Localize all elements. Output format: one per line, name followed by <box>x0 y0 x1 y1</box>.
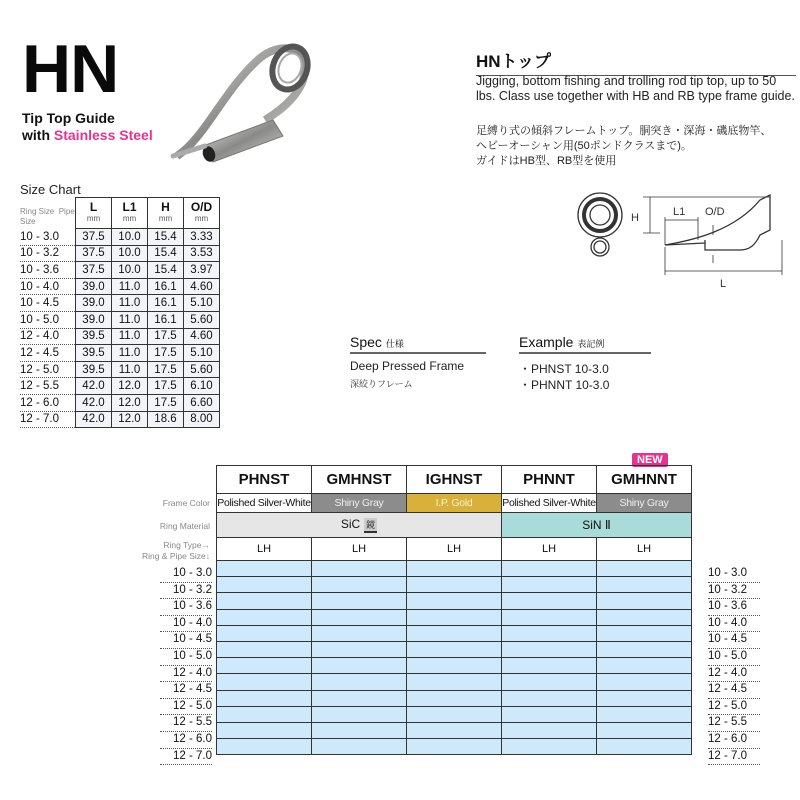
size-value: 15.4 <box>148 245 184 262</box>
availability-cell[interactable] <box>312 690 407 706</box>
size-value: 17.5 <box>148 361 184 378</box>
row-size-label: 10 - 3.2 <box>160 583 212 600</box>
availability-cell[interactable] <box>597 561 692 577</box>
table-row <box>217 674 692 690</box>
availability-cell[interactable] <box>312 625 407 641</box>
size-label: 12 - 4.0 <box>20 328 76 345</box>
frame-color-cell: I.P. Gold <box>407 494 502 513</box>
size-chart-row <box>20 378 220 395</box>
model-name: IGHNST <box>407 466 502 494</box>
size-value: 5.60 <box>184 311 220 328</box>
model-name: PHNNT <box>502 466 597 494</box>
availability-cell[interactable] <box>217 690 312 706</box>
availability-cell[interactable] <box>217 609 312 625</box>
size-value: 42.0 <box>76 378 112 395</box>
row-size-label: 12 - 5.5 <box>160 715 212 732</box>
availability-cell[interactable] <box>502 739 597 755</box>
row-size-label: 10 - 3.0 <box>708 566 760 583</box>
model-name: GMHNST <box>312 466 407 494</box>
size-value: 39.0 <box>76 278 112 295</box>
size-label: 12 - 4.5 <box>20 345 76 362</box>
size-chart-header-labels <box>20 198 76 229</box>
ring-size-label: Ring Size <box>20 206 55 216</box>
ring-type-cell: LH <box>217 538 312 561</box>
column-header-h: H mm <box>148 198 184 229</box>
availability-cell[interactable] <box>597 625 692 641</box>
availability-cell[interactable] <box>217 641 312 657</box>
availability-cell[interactable] <box>597 674 692 690</box>
size-label: 10 - 3.6 <box>20 262 76 279</box>
description-jp-line: ガイドはHB型、RB型を使用 <box>476 155 617 167</box>
row-size-label: 10 - 4.0 <box>708 616 760 633</box>
ring-type-cell: LH <box>597 538 692 561</box>
size-value: 4.60 <box>184 328 220 345</box>
ring-material-cell <box>502 513 692 538</box>
size-value: 11.0 <box>112 295 148 312</box>
table-row <box>217 609 692 625</box>
frame-color-cell: Polished Silver-White <box>217 494 312 513</box>
availability-cell[interactable] <box>217 706 312 722</box>
product-image <box>165 28 325 168</box>
ring-type-cell: LH <box>312 538 407 561</box>
size-value: 42.0 <box>76 394 112 411</box>
table-row <box>217 658 692 674</box>
size-value: 5.60 <box>184 361 220 378</box>
size-value: 39.5 <box>76 361 112 378</box>
row-size-label: 12 - 4.0 <box>160 666 212 683</box>
product-subtitle <box>22 110 153 144</box>
availability-cell[interactable] <box>597 609 692 625</box>
subtitle-line1: Tip Top Guide <box>22 110 115 126</box>
example-heading: Example 表記例 <box>519 334 651 354</box>
size-value: 39.0 <box>76 295 112 312</box>
availability-cell[interactable] <box>502 722 597 738</box>
availability-cell[interactable] <box>217 561 312 577</box>
row-size-label: 12 - 5.0 <box>160 699 212 716</box>
size-chart-row <box>20 328 220 345</box>
column-header-l: L mm <box>76 198 112 229</box>
availability-cell[interactable] <box>407 706 502 722</box>
spec-japanese: 深絞りフレーム <box>350 379 413 389</box>
row-size-label: 12 - 7.0 <box>708 749 760 766</box>
size-value: 16.1 <box>148 278 184 295</box>
ring-type-label: Ring Type→ <box>163 540 210 550</box>
sic-mark-icon: 鏡 <box>364 518 377 533</box>
availability-cell[interactable] <box>597 577 692 593</box>
size-value: 12.0 <box>112 394 148 411</box>
availability-cell[interactable] <box>502 658 597 674</box>
size-value: 37.5 <box>76 262 112 279</box>
ring-pipe-size-label: Ring & Pipe Size↓ <box>141 551 210 561</box>
diagram-label-l1: L1 <box>673 206 686 218</box>
availability-cell[interactable] <box>597 658 692 674</box>
new-badge: NEW <box>632 453 668 467</box>
table-row <box>217 706 692 722</box>
availability-cell[interactable] <box>312 658 407 674</box>
availability-cell[interactable] <box>502 706 597 722</box>
pipe-size-label: Pipe Size <box>20 206 75 226</box>
availability-cell[interactable] <box>597 641 692 657</box>
row-size-label: 12 - 4.5 <box>708 682 760 699</box>
column-header-od: O/D mm <box>184 198 220 229</box>
availability-cell[interactable] <box>597 690 692 706</box>
availability-cell[interactable] <box>312 722 407 738</box>
model-name: GMHNNT <box>597 466 692 494</box>
size-value: 12.0 <box>112 378 148 395</box>
size-value: 37.5 <box>76 229 112 246</box>
description-japanese <box>476 124 796 169</box>
size-value: 11.0 <box>112 361 148 378</box>
size-value: 16.1 <box>148 295 184 312</box>
size-value: 4.60 <box>184 278 220 295</box>
size-value: 3.53 <box>184 245 220 262</box>
ring-material-cell <box>217 513 502 538</box>
row-size-label: 10 - 3.6 <box>708 599 760 616</box>
dimension-diagram <box>565 185 790 295</box>
row-size-labels-left <box>160 566 212 765</box>
size-chart-row <box>20 345 220 362</box>
size-label: 10 - 5.0 <box>20 311 76 328</box>
subtitle-highlight: Stainless Steel <box>53 127 153 143</box>
size-value: 11.0 <box>112 311 148 328</box>
frame-color-cell: Polished Silver-White <box>502 494 597 513</box>
size-label: 12 - 5.5 <box>20 378 76 395</box>
size-chart-row <box>20 361 220 378</box>
row-size-label: 10 - 3.2 <box>708 583 760 600</box>
availability-cell[interactable] <box>217 739 312 755</box>
availability-cell[interactable] <box>312 739 407 755</box>
size-value: 39.5 <box>76 328 112 345</box>
row-size-label: 10 - 4.5 <box>708 632 760 649</box>
availability-cell[interactable] <box>217 658 312 674</box>
size-value: 17.5 <box>148 378 184 395</box>
ring-type-cell: LH <box>502 538 597 561</box>
availability-cell[interactable] <box>407 674 502 690</box>
size-value: 17.5 <box>148 328 184 345</box>
size-value: 5.10 <box>184 345 220 362</box>
availability-cell[interactable] <box>407 658 502 674</box>
column-header-l1: L1 mm <box>112 198 148 229</box>
diagram-label-h: H <box>631 212 639 224</box>
availability-cell[interactable] <box>217 625 312 641</box>
spec-english: Deep Pressed Frame <box>350 359 465 373</box>
availability-cell[interactable] <box>407 577 502 593</box>
row-size-label: 12 - 6.0 <box>708 732 760 749</box>
subtitle-prefix: with <box>22 127 54 143</box>
frame-color-label: Frame Color <box>162 498 210 508</box>
size-value: 15.4 <box>148 262 184 279</box>
size-value: 5.10 <box>184 295 220 312</box>
size-label: 10 - 3.0 <box>20 229 76 246</box>
size-value: 10.0 <box>112 262 148 279</box>
row-size-label: 12 - 4.0 <box>708 666 760 683</box>
row-size-labels-right <box>708 566 760 765</box>
row-size-label: 10 - 4.0 <box>160 616 212 633</box>
diagram-label-od: O/D <box>705 206 725 218</box>
size-value: 39.0 <box>76 311 112 328</box>
availability-cell[interactable] <box>407 561 502 577</box>
availability-cell[interactable] <box>502 609 597 625</box>
size-value: 3.97 <box>184 262 220 279</box>
availability-cell[interactable] <box>502 641 597 657</box>
size-label: 12 - 6.0 <box>20 394 76 411</box>
size-value: 3.33 <box>184 229 220 246</box>
description-english: Jigging, bottom fishing and trolling rod tip top, up to 50 lbs. Class use together with HB and RB type frame guide. <box>476 74 795 103</box>
availability-cell[interactable] <box>597 722 692 738</box>
description-jp-line: ヘビーオーシャン用(50ポンドクラスまで)。 <box>476 140 692 152</box>
size-value: 11.0 <box>112 328 148 345</box>
table-row <box>217 690 692 706</box>
availability-cell[interactable] <box>407 739 502 755</box>
row-size-label: 12 - 5.0 <box>708 699 760 716</box>
availability-cell[interactable] <box>217 722 312 738</box>
size-label: 10 - 4.0 <box>20 278 76 295</box>
availability-cell[interactable] <box>407 593 502 609</box>
model-name: PHNST <box>217 466 312 494</box>
availability-cell[interactable] <box>217 593 312 609</box>
size-value: 11.0 <box>112 345 148 362</box>
row-size-label: 12 - 5.5 <box>708 715 760 732</box>
size-chart-row <box>20 229 220 246</box>
availability-cell[interactable] <box>597 593 692 609</box>
availability-cell[interactable] <box>502 593 597 609</box>
availability-cell[interactable] <box>407 641 502 657</box>
availability-cell[interactable] <box>502 690 597 706</box>
size-value: 6.10 <box>184 378 220 395</box>
row-size-label: 10 - 5.0 <box>160 649 212 666</box>
size-chart-title: Size Chart <box>20 182 81 197</box>
table-row <box>217 561 692 577</box>
availability-cell[interactable] <box>407 625 502 641</box>
availability-cell[interactable] <box>502 561 597 577</box>
availability-cell[interactable] <box>217 577 312 593</box>
availability-cell[interactable] <box>312 577 407 593</box>
size-chart-row <box>20 295 220 312</box>
description-jp-line: 足縛り式の傾斜フレームトップ。胴突き・深海・磯底物竿、 <box>476 125 772 137</box>
size-label: 10 - 3.2 <box>20 245 76 262</box>
size-chart <box>20 197 220 428</box>
availability-cell[interactable] <box>597 739 692 755</box>
size-value: 10.0 <box>112 229 148 246</box>
size-value: 37.5 <box>76 245 112 262</box>
size-chart-row <box>20 394 220 411</box>
size-value: 17.5 <box>148 345 184 362</box>
row-size-label: 10 - 5.0 <box>708 649 760 666</box>
row-size-label: 12 - 7.0 <box>160 749 212 766</box>
size-value: 42.0 <box>76 411 112 428</box>
size-chart-row <box>20 278 220 295</box>
availability-cell[interactable] <box>407 722 502 738</box>
size-value: 18.6 <box>148 411 184 428</box>
availability-cell[interactable] <box>597 706 692 722</box>
size-value: 6.60 <box>184 394 220 411</box>
row-size-label: 10 - 3.6 <box>160 599 212 616</box>
table-row <box>217 625 692 641</box>
table-row <box>217 577 692 593</box>
availability-cell[interactable] <box>407 690 502 706</box>
availability-cell[interactable] <box>502 674 597 690</box>
frame-color-cell: Shiny Gray <box>312 494 407 513</box>
row-size-label: 12 - 4.5 <box>160 682 212 699</box>
row-size-label: 12 - 6.0 <box>160 732 212 749</box>
frame-color-cell: Shiny Gray <box>597 494 692 513</box>
example-item: ・PHNNT 10-3.0 <box>519 378 610 392</box>
row-size-label: 10 - 4.5 <box>160 632 212 649</box>
availability-cell[interactable] <box>312 674 407 690</box>
availability-cell[interactable] <box>312 641 407 657</box>
availability-cell[interactable] <box>312 706 407 722</box>
size-value: 12.0 <box>112 411 148 428</box>
table-row <box>217 722 692 738</box>
availability-cell[interactable] <box>312 593 407 609</box>
subtitle-line2 <box>22 127 153 144</box>
row-size-label: 10 - 3.0 <box>160 566 212 583</box>
size-label: 12 - 5.0 <box>20 361 76 378</box>
size-chart-row <box>20 245 220 262</box>
product-title: HN <box>22 31 119 107</box>
spec-heading: Spec 仕様 <box>350 334 486 354</box>
size-value: 39.5 <box>76 345 112 362</box>
size-value: 10.0 <box>112 245 148 262</box>
ring-type-cell: LH <box>407 538 502 561</box>
diagram-label-l: L <box>720 278 727 290</box>
size-chart-row <box>20 262 220 279</box>
availability-cell[interactable] <box>407 609 502 625</box>
availability-cell[interactable] <box>502 577 597 593</box>
size-label: 10 - 4.5 <box>20 295 76 312</box>
size-value: 11.0 <box>112 278 148 295</box>
availability-cell[interactable] <box>502 625 597 641</box>
size-value: 15.4 <box>148 229 184 246</box>
product-table <box>216 465 692 755</box>
table-row <box>217 593 692 609</box>
availability-cell[interactable] <box>217 674 312 690</box>
ring-material-label: Ring Material <box>159 521 210 531</box>
size-chart-row <box>20 411 220 428</box>
size-chart-row <box>20 311 220 328</box>
availability-cell[interactable] <box>312 561 407 577</box>
size-value: 17.5 <box>148 394 184 411</box>
table-row <box>217 739 692 755</box>
ring-material-label: SiN Ⅱ <box>582 518 611 532</box>
example-item: ・PHNST 10-3.0 <box>519 362 609 376</box>
ring-material-label: SiC <box>340 517 361 531</box>
size-label: 12 - 7.0 <box>20 411 76 428</box>
size-value: 8.00 <box>184 411 220 428</box>
description-heading: HNトップ <box>476 47 796 76</box>
size-value: 16.1 <box>148 311 184 328</box>
availability-cell[interactable] <box>312 609 407 625</box>
table-row <box>217 641 692 657</box>
